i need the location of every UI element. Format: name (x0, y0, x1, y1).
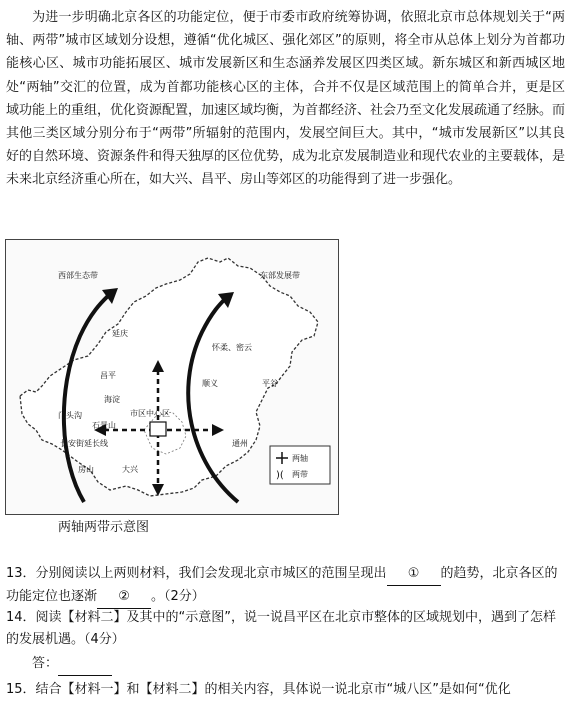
label-shunyi: 顺义 (202, 379, 218, 388)
material-2-paragraph (6, 6, 565, 192)
question-13: 13．分别阅读以上两则材料，我们会发现北京市城区的范围呈现出 ① 的趋势，北京各区的功能定位也逐渐 ② 。（2分） (6, 563, 568, 609)
label-tongzhou: 通州 (232, 439, 248, 448)
map-legend (270, 446, 330, 484)
label-changan-extension: 长安街延长线 (60, 439, 108, 448)
answer-blank-1[interactable]: ① (387, 563, 441, 586)
label-daxing: 大兴 (122, 465, 138, 474)
label-mentougou: 门头沟 (58, 411, 82, 420)
legend-axis-label: 两轴 (292, 454, 308, 463)
question-14-answer: 答： (32, 653, 112, 676)
answer-line-14[interactable] (58, 653, 112, 676)
label-fangshan: 房山 (78, 465, 94, 474)
label-west-belt: 西部生态带 (58, 271, 98, 280)
label-shijingshan: 石景山 (92, 421, 116, 430)
two-axes-two-belts-map (5, 239, 339, 515)
question-14: 14．阅读【材料二】及其中的“示意图”，说一说昌平区在北京市整体的区域规划中，遇到了怎样的发展机遇。（4分） (6, 610, 557, 647)
material-2-text: 为进一步明确北京各区的功能定位，便于市委市政府统筹协调，依照北京市总体规划关于“两轴、两带”城市区域划分设想，遵循“优化城区、强化郊区”的原则，将全市从总体上划分为首都功能核心区、城市功能拓展区、城市发展新区和生态涵养发展区四类区域。新东城区和新西城区地处“两轴”交汇的位置，成为首都功能核心区的主体，合并不仅是区域范围上的简单合并，更是区域功能上的重组，优化资源配置，加速区域均衡，为首都经济、社会乃至文化发展疏通了经脉。而其他三类区域分别分布于“两带”所辐射的范围内，发展空间巨大。其中，“城市发展新区”以其良好的自然环境、资源条件和得天独厚的区位优势，成为北京发展制造业和现代农业的主要载体，是未来北京经济重心所在，如大兴、昌平、房山等郊区的功能得到了进一步强化。 (6, 10, 566, 188)
map-drawing (6, 240, 338, 514)
answer-blank-2[interactable]: ② (97, 586, 151, 609)
label-pinggu: 平谷 (262, 379, 278, 388)
map-caption: 两轴两带示意图 (58, 520, 150, 535)
label-haidian: 海淀 (104, 395, 120, 404)
legend-belt-symbol: )( (276, 470, 284, 481)
city-center-marker (150, 422, 166, 436)
legend-belt-label: 两带 (292, 470, 308, 479)
label-yanqing: 延庆 (112, 329, 128, 338)
label-changping: 昌平 (100, 371, 116, 380)
label-huairou-miyun: 怀柔、密云 (212, 343, 252, 352)
question-15: 15．结合【材料一】和【材料二】的相关内容，具体说一说北京市“城八区”是如何“优化 (6, 682, 511, 697)
label-east-belt: 东部发展带 (260, 271, 300, 280)
label-city-center: 市区中心区 (130, 409, 170, 418)
